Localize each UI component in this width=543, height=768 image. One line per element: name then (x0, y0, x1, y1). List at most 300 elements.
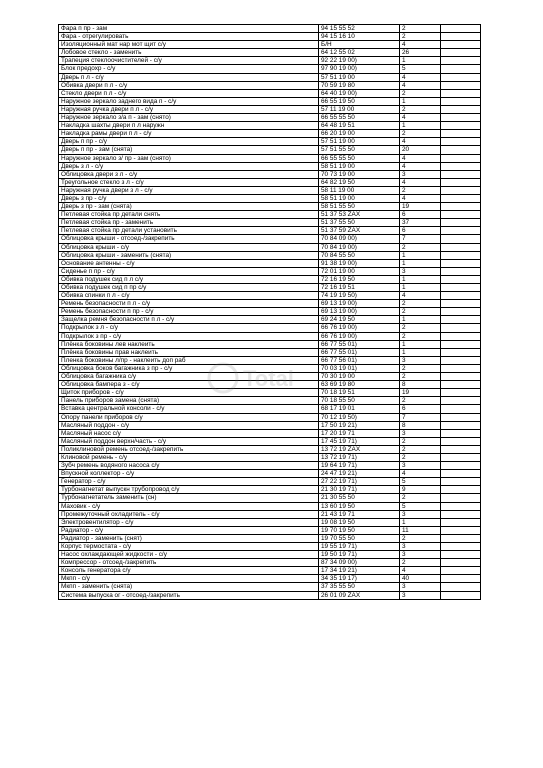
extra-cell (441, 138, 481, 146)
table-row (59, 243, 481, 251)
code-cell: 74 19 19 50) (319, 292, 400, 300)
operation-cell: Наружное зеркало з/ пр - зам (снято) (59, 154, 319, 162)
table-row (59, 89, 481, 97)
table-row (59, 389, 481, 397)
operation-cell: Система выпуска ог - отсоед-/закрепить (59, 591, 319, 599)
units-cell: 2 (400, 243, 441, 251)
table-row (59, 122, 481, 130)
extra-cell (441, 559, 481, 567)
operation-cell: Консоль генератора с/у (59, 567, 319, 575)
operation-cell: Радиатор - с/у (59, 526, 319, 534)
units-cell: 37 (400, 219, 441, 227)
code-cell: 70 84 09 00) (319, 235, 400, 243)
operation-cell: Дверь п пр - с/у (59, 138, 319, 146)
extra-cell (441, 227, 481, 235)
code-cell: 17 34 19 21) (319, 567, 400, 575)
units-cell: 4 (400, 114, 441, 122)
units-cell: 19 (400, 203, 441, 211)
table-row (59, 194, 481, 202)
code-cell: 58 51 55 50 (319, 203, 400, 211)
units-cell: 4 (400, 41, 441, 49)
units-cell: 1 (400, 259, 441, 267)
units-cell: 4 (400, 470, 441, 478)
operation-cell: Турбонагнетатель заменить (сн) (59, 494, 319, 502)
extra-cell (441, 105, 481, 113)
operation-cell: Ремень безопасности п л - с/у (59, 300, 319, 308)
units-cell: 4 (400, 81, 441, 89)
extra-cell (441, 526, 481, 534)
table-row (59, 267, 481, 275)
extra-cell (441, 381, 481, 389)
table-row (59, 534, 481, 542)
extra-cell (441, 364, 481, 372)
units-cell: 2 (400, 453, 441, 461)
extra-cell (441, 203, 481, 211)
extra-cell (441, 89, 481, 97)
code-cell: 72 01 19 00 (319, 267, 400, 275)
operation-cell: Поликлиновой ремень отсоед-/закрепить (59, 445, 319, 453)
operation-cell: Корпус термостата - с/у (59, 543, 319, 551)
extra-cell (441, 534, 481, 542)
extra-cell (441, 567, 481, 575)
units-cell: 1 (400, 340, 441, 348)
extra-cell (441, 25, 481, 33)
table-row (59, 292, 481, 300)
table-row (59, 332, 481, 340)
table-row (59, 510, 481, 518)
units-cell: 2 (400, 559, 441, 567)
units-cell: 8 (400, 381, 441, 389)
operation-cell: Дверь з пр - с/у (59, 194, 319, 202)
table-row (59, 518, 481, 526)
code-cell: 66 55 55 50 (319, 154, 400, 162)
operation-cell: Вставка центральной консоли - с/у (59, 405, 319, 413)
code-cell: 21 30 55 50 (319, 494, 400, 502)
units-cell: 9 (400, 486, 441, 494)
extra-cell (441, 41, 481, 49)
operation-cell: Плёнка боковины лев наклеить (59, 340, 319, 348)
operation-cell: Клиновой ремень - с/у (59, 453, 319, 461)
units-cell: 1 (400, 251, 441, 259)
operation-cell: Пленка боковины л/пр - наклеить доп раб (59, 356, 319, 364)
table-row (59, 170, 481, 178)
operation-cell: Наружное зеркало з/а п - зам (снято) (59, 114, 319, 122)
operation-cell: Фара - отрегулировать (59, 33, 319, 41)
operation-cell: Дверь з л - с/у (59, 162, 319, 170)
extra-cell (441, 583, 481, 591)
operation-cell: Мкпп - с/у (59, 575, 319, 583)
table-row (59, 316, 481, 324)
extra-cell (441, 445, 481, 453)
table-row (59, 227, 481, 235)
extra-cell (441, 405, 481, 413)
extra-cell (441, 373, 481, 381)
units-cell: 26 (400, 49, 441, 57)
code-cell: 70 18 19 51 (319, 389, 400, 397)
operation-cell: Накладка рамы двери п л - с/у (59, 130, 319, 138)
operation-cell: Обивка подушек сид п пр с/у (59, 284, 319, 292)
operation-cell: Зубч ремень водяного насоса с/у (59, 462, 319, 470)
units-cell: 1 (400, 275, 441, 283)
units-cell: 4 (400, 138, 441, 146)
units-cell: 4 (400, 73, 441, 81)
units-cell: 1 (400, 316, 441, 324)
operation-cell: Облицовка багажника с/у (59, 373, 319, 381)
units-cell: 7 (400, 235, 441, 243)
extra-cell (441, 194, 481, 202)
code-cell: 17 45 19 71) (319, 437, 400, 445)
extra-cell (441, 453, 481, 461)
extra-cell (441, 486, 481, 494)
code-cell: 58 51 19 00 (319, 162, 400, 170)
operation-cell: Фара п пр - зам (59, 25, 319, 33)
extra-cell (441, 267, 481, 275)
units-cell: 11 (400, 526, 441, 534)
table-row (59, 275, 481, 283)
parts-table-body (59, 25, 481, 600)
code-cell: 70 59 19 80 (319, 81, 400, 89)
table-row (59, 49, 481, 57)
code-cell: 87 34 09 00) (319, 559, 400, 567)
operation-cell: Треугольное стекло з л - с/у (59, 178, 319, 186)
units-cell: 3 (400, 429, 441, 437)
units-cell: 3 (400, 170, 441, 178)
code-cell: 57 11 19 00 (319, 105, 400, 113)
table-row (59, 138, 481, 146)
extra-cell (441, 332, 481, 340)
extra-cell (441, 300, 481, 308)
operation-cell: Облицовка бампера з - с/у (59, 381, 319, 389)
table-row (59, 356, 481, 364)
units-cell: 2 (400, 332, 441, 340)
table-row (59, 300, 481, 308)
code-cell: 19 55 19 71) (319, 543, 400, 551)
code-cell: 13 72 19 71) (319, 453, 400, 461)
units-cell: 3 (400, 267, 441, 275)
units-cell: 4 (400, 194, 441, 202)
operation-cell: Трапеция стеклоочистителей - с/у (59, 57, 319, 65)
code-cell: 66 76 19 00) (319, 324, 400, 332)
code-cell: 66 77 55 01) (319, 348, 400, 356)
units-cell: 5 (400, 478, 441, 486)
table-row (59, 397, 481, 405)
table-row (59, 105, 481, 113)
extra-cell (441, 470, 481, 478)
table-row (59, 235, 481, 243)
operation-cell: Накладка шахты двери п л наружн (59, 122, 319, 130)
code-cell: 19 50 19 71) (319, 551, 400, 559)
extra-cell (441, 219, 481, 227)
units-cell: 6 (400, 227, 441, 235)
extra-cell (441, 462, 481, 470)
extra-cell (441, 122, 481, 130)
table-row (59, 429, 481, 437)
operation-cell: Облицовка крыши - отсоед-/закрепить (59, 235, 319, 243)
code-cell: 34 35 19 17) (319, 575, 400, 583)
code-cell: 19 70 19 50 (319, 526, 400, 534)
extra-cell (441, 130, 481, 138)
operation-cell: Петлевая стойка пр - заменить (59, 219, 319, 227)
units-cell: 8 (400, 421, 441, 429)
units-cell: 3 (400, 462, 441, 470)
code-cell: 70 73 19 00 (319, 170, 400, 178)
table-row (59, 219, 481, 227)
code-cell: 64 40 19 00) (319, 89, 400, 97)
operation-cell: Блок предохр - с/у (59, 65, 319, 73)
units-cell: 5 (400, 502, 441, 510)
code-cell: 13 72 19 ZAX (319, 445, 400, 453)
units-cell: 2 (400, 494, 441, 502)
table-row (59, 551, 481, 559)
table-row (59, 364, 481, 372)
operation-cell: Дверь з пр - зам (снята) (59, 203, 319, 211)
units-cell: 40 (400, 575, 441, 583)
table-row (59, 543, 481, 551)
code-cell: 70 84 55 50 (319, 251, 400, 259)
extra-cell (441, 437, 481, 445)
operation-cell: Наружная ручка двери з л - с/у (59, 186, 319, 194)
code-cell: 58 51 19 00 (319, 194, 400, 202)
table-row (59, 81, 481, 89)
operation-cell: Обивка спинки п л - с/у (59, 292, 319, 300)
code-cell: 19 64 19 71) (319, 462, 400, 470)
operation-cell: Маховик - с/у (59, 502, 319, 510)
extra-cell (441, 97, 481, 105)
extra-cell (441, 543, 481, 551)
code-cell: 51 37 53 ZAX (319, 211, 400, 219)
code-cell: 72 16 19 51 (319, 284, 400, 292)
extra-cell (441, 49, 481, 57)
units-cell: 4 (400, 178, 441, 186)
operation-cell: Изоляционный мат нар мот щит с/у (59, 41, 319, 49)
extra-cell (441, 591, 481, 599)
code-cell: 58 11 19 00 (319, 186, 400, 194)
table-row (59, 162, 481, 170)
code-cell: 64 82 19 50 (319, 178, 400, 186)
code-cell: 70 30 19 00 (319, 373, 400, 381)
code-cell: 19 08 19 50 (319, 518, 400, 526)
units-cell: 2 (400, 89, 441, 97)
code-cell: Б/Н (319, 41, 400, 49)
units-cell: 5 (400, 65, 441, 73)
units-cell: 1 (400, 57, 441, 65)
operation-cell: Облицовка крыши - заменить (снята) (59, 251, 319, 259)
code-cell: 68 17 19 01 (319, 405, 400, 413)
extra-cell (441, 551, 481, 559)
table-row (59, 373, 481, 381)
table-row (59, 494, 481, 502)
operation-cell: Дверь п пр - зам (снята) (59, 146, 319, 154)
extra-cell (441, 243, 481, 251)
units-cell: 2 (400, 300, 441, 308)
units-cell: 2 (400, 186, 441, 194)
extra-cell (441, 502, 481, 510)
units-cell: 2 (400, 324, 441, 332)
operation-cell: Впускной коллектор - с/у (59, 470, 319, 478)
units-cell: 2 (400, 445, 441, 453)
units-cell: 1 (400, 518, 441, 526)
units-cell: 3 (400, 543, 441, 551)
operation-cell: Генератор - с/у (59, 478, 319, 486)
table-row (59, 421, 481, 429)
table-row (59, 130, 481, 138)
extra-cell (441, 178, 481, 186)
units-cell: 2 (400, 397, 441, 405)
operation-cell: Щиток приборов - с/у (59, 389, 319, 397)
table-row (59, 348, 481, 356)
code-cell: 72 16 19 50 (319, 275, 400, 283)
table-row (59, 453, 481, 461)
extra-cell (441, 154, 481, 162)
code-cell: 27 22 19 71) (319, 478, 400, 486)
operation-cell: Петлевая стойка пр детали снять (59, 211, 319, 219)
code-cell: 64 12 55 02 (319, 49, 400, 57)
operation-cell: Турбонагнетат выпускн трубопровод с/у (59, 486, 319, 494)
units-cell: 2 (400, 130, 441, 138)
table-row (59, 203, 481, 211)
operation-cell: Петлевая стойка пр детали установить (59, 227, 319, 235)
units-cell: 3 (400, 583, 441, 591)
table-row (59, 478, 481, 486)
table-row (59, 591, 481, 599)
units-cell: 3 (400, 591, 441, 599)
code-cell: 51 37 55 50 (319, 219, 400, 227)
operation-cell: Облицовка двери з л - с/у (59, 170, 319, 178)
table-row (59, 114, 481, 122)
units-cell: 1 (400, 97, 441, 105)
extra-cell (441, 292, 481, 300)
table-row (59, 502, 481, 510)
operation-cell: Насос охлаждающей жидкости - с/у (59, 551, 319, 559)
extra-cell (441, 478, 481, 486)
operation-cell: Компрессор - отсоед-/закрепить (59, 559, 319, 567)
table-row (59, 437, 481, 445)
operation-cell: Опору панели приборов с/у (59, 413, 319, 421)
table-row (59, 413, 481, 421)
code-cell: 66 76 19 00) (319, 332, 400, 340)
extra-cell (441, 186, 481, 194)
extra-cell (441, 251, 481, 259)
operation-cell: Облицовка крыши - с/у (59, 243, 319, 251)
table-row (59, 405, 481, 413)
code-cell: 97 90 19 00) (319, 65, 400, 73)
units-cell: 4 (400, 567, 441, 575)
operation-cell: Мкпп - заменить (снята) (59, 583, 319, 591)
code-cell: 94 15 16 10 (319, 33, 400, 41)
extra-cell (441, 284, 481, 292)
units-cell: 19 (400, 389, 441, 397)
parts-table-container (58, 24, 481, 600)
table-row (59, 73, 481, 81)
code-cell: 64 48 19 51 (319, 122, 400, 130)
operation-cell: Стекло двери п л - с/у (59, 89, 319, 97)
code-cell: 17 20 19 71 (319, 429, 400, 437)
operation-cell: Подкрылок з пр - с/у (59, 332, 319, 340)
table-row (59, 211, 481, 219)
table-row (59, 445, 481, 453)
operation-cell: Облицовка боков багажника з пр - с/у (59, 364, 319, 372)
code-cell: 70 03 19 01) (319, 364, 400, 372)
extra-cell (441, 340, 481, 348)
table-row (59, 284, 481, 292)
code-cell: 94 15 55 52 (319, 25, 400, 33)
code-cell: 17 50 19 21) (319, 421, 400, 429)
table-row (59, 462, 481, 470)
code-cell: 21 43 19 71 (319, 510, 400, 518)
code-cell: 66 77 55 01) (319, 340, 400, 348)
table-row (59, 65, 481, 73)
extra-cell (441, 211, 481, 219)
operation-cell: Лобовое стекло - заменить (59, 49, 319, 57)
code-cell: 66 77 56 01) (319, 356, 400, 364)
extra-cell (441, 510, 481, 518)
operation-cell: Плёнка боковины прав наклеить (59, 348, 319, 356)
table-row (59, 340, 481, 348)
table-row (59, 41, 481, 49)
units-cell: 2 (400, 33, 441, 41)
operation-cell: Обивка двери п л - с/у (59, 81, 319, 89)
operation-cell: Панель приборов замена (снята) (59, 397, 319, 405)
units-cell: 3 (400, 551, 441, 559)
units-cell: 3 (400, 510, 441, 518)
watermark-text: Total (243, 366, 294, 391)
units-cell: 20 (400, 146, 441, 154)
code-cell: 57 51 19 00 (319, 138, 400, 146)
table-row (59, 251, 481, 259)
operation-cell: Ремень безопасности п пр - с/у (59, 308, 319, 316)
table-row (59, 324, 481, 332)
extra-cell (441, 324, 481, 332)
units-cell: 7 (400, 413, 441, 421)
code-cell: 19 70 55 50 (319, 534, 400, 542)
units-cell: 2 (400, 105, 441, 113)
extra-cell (441, 429, 481, 437)
table-row (59, 154, 481, 162)
operation-cell: Наружное зеркало заднего вида п - с/у (59, 97, 319, 105)
code-cell: 91 38 19 00) (319, 259, 400, 267)
units-cell: 3 (400, 356, 441, 364)
table-row (59, 308, 481, 316)
extra-cell (441, 259, 481, 267)
units-cell: 6 (400, 405, 441, 413)
table-row (59, 25, 481, 33)
operation-cell: Защелка ремня безопасности п л - с/у (59, 316, 319, 324)
table-row (59, 97, 481, 105)
extra-cell (441, 73, 481, 81)
extra-cell (441, 518, 481, 526)
extra-cell (441, 308, 481, 316)
code-cell: 63 69 19 80 (319, 381, 400, 389)
operation-cell: Масляный насос с/у (59, 429, 319, 437)
operation-cell: Промежуточный охладитель - с/у (59, 510, 319, 518)
units-cell: 1 (400, 122, 441, 130)
extra-cell (441, 494, 481, 502)
table-row (59, 57, 481, 65)
units-cell: 1 (400, 348, 441, 356)
extra-cell (441, 389, 481, 397)
units-cell: 2 (400, 534, 441, 542)
code-cell: 57 51 55 50 (319, 146, 400, 154)
extra-cell (441, 348, 481, 356)
code-cell: 24 47 19 21) (319, 470, 400, 478)
extra-cell (441, 413, 481, 421)
code-cell: 69 24 19 50 (319, 316, 400, 324)
units-cell: 2 (400, 437, 441, 445)
units-cell: 1 (400, 284, 441, 292)
operation-cell: Дверь п л - с/у (59, 73, 319, 81)
table-row (59, 259, 481, 267)
code-cell: 66 55 19 50 (319, 97, 400, 105)
